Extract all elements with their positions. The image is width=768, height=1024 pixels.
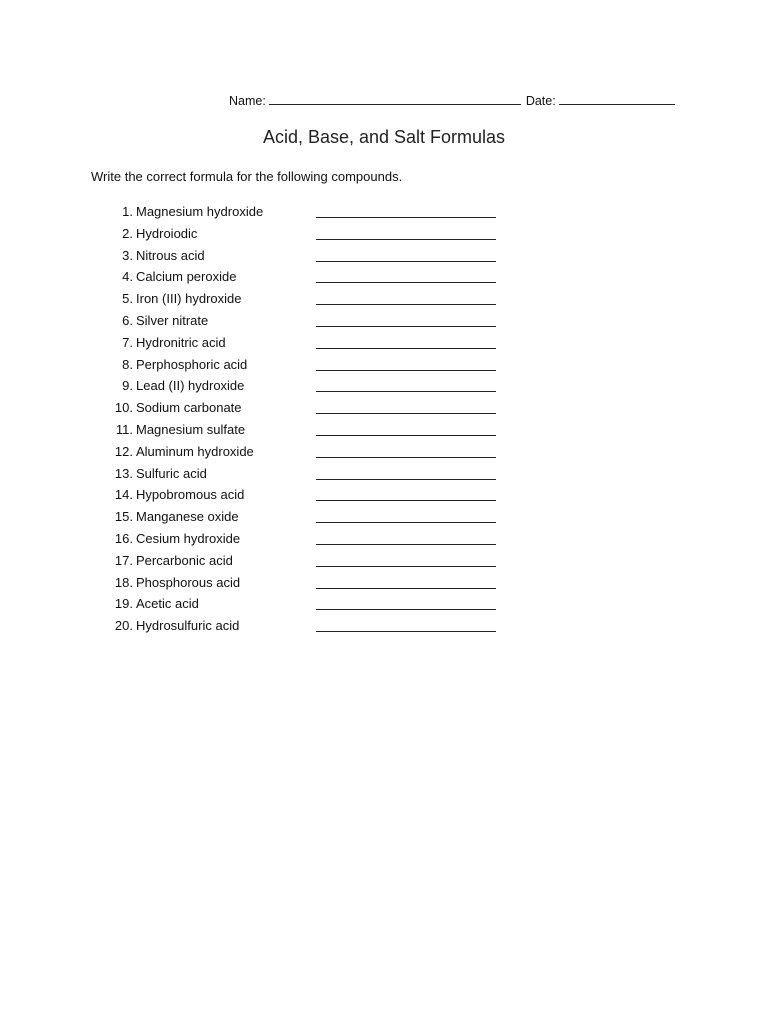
item-number: 16. xyxy=(114,530,133,546)
compound-name: Sodium carbonate xyxy=(136,400,242,416)
answer-blank-line[interactable] xyxy=(316,500,496,501)
answer-blank-line[interactable] xyxy=(316,348,496,349)
name-blank-line[interactable] xyxy=(269,93,521,105)
instructions-text: Write the correct formula for the following compounds. xyxy=(91,169,403,184)
answer-blank-line[interactable] xyxy=(316,282,496,283)
compound-name: Aluminum hydroxide xyxy=(136,443,254,459)
name-label: Name: xyxy=(229,94,266,108)
answer-blank-line[interactable] xyxy=(316,588,496,589)
answer-blank-line[interactable] xyxy=(316,261,496,262)
item-number: 14. xyxy=(114,487,133,503)
compound-item xyxy=(108,356,508,378)
answer-blank-line[interactable] xyxy=(316,609,496,610)
answer-blank-line[interactable] xyxy=(316,544,496,545)
compound-item xyxy=(108,530,508,552)
compound-item xyxy=(108,203,508,225)
item-number: 7. xyxy=(122,334,133,350)
date-blank-line[interactable] xyxy=(559,93,675,105)
compound-name: Silver nitrate xyxy=(136,312,209,328)
compound-name: Sulfuric acid xyxy=(136,465,207,481)
item-number: 10. xyxy=(114,400,133,416)
compound-item xyxy=(108,486,508,508)
compound-name: Hydroiodic xyxy=(136,225,198,241)
item-number: 2. xyxy=(122,225,133,241)
answer-blank-line[interactable] xyxy=(316,413,496,414)
item-number: 19. xyxy=(114,596,133,612)
compound-name: Acetic acid xyxy=(136,596,199,612)
answer-blank-line[interactable] xyxy=(316,522,496,523)
compound-name: Magnesium sulfate xyxy=(136,421,246,437)
name-date-line xyxy=(229,93,675,108)
compound-name: Hydronitric acid xyxy=(136,334,226,350)
item-number: 18. xyxy=(114,574,133,590)
answer-blank-line[interactable] xyxy=(316,239,496,240)
item-number: 11. xyxy=(115,421,133,437)
compound-name: Hypobromous acid xyxy=(136,487,245,503)
compound-item xyxy=(108,465,508,487)
compound-name: Hydrosulfuric acid xyxy=(136,618,240,634)
answer-blank-line[interactable] xyxy=(316,326,496,327)
answer-blank-line[interactable] xyxy=(316,457,496,458)
item-number: 20. xyxy=(114,618,133,634)
answer-blank-line[interactable] xyxy=(316,479,496,480)
compound-item xyxy=(108,312,508,334)
answer-blank-line[interactable] xyxy=(316,391,496,392)
item-number: 17. xyxy=(114,552,133,568)
item-number: 8. xyxy=(122,356,133,372)
compound-item xyxy=(108,595,508,617)
compound-item xyxy=(108,247,508,269)
answer-blank-line[interactable] xyxy=(316,304,496,305)
compound-item xyxy=(108,443,508,465)
compound-item xyxy=(108,617,508,639)
compound-item xyxy=(108,421,508,443)
item-number: 1. xyxy=(122,204,133,219)
item-number: 4. xyxy=(122,269,133,285)
compound-name: Manganese oxide xyxy=(136,509,239,525)
item-number: 12. xyxy=(114,443,133,459)
compound-item xyxy=(108,574,508,596)
compound-name: Nitrous acid xyxy=(136,247,205,263)
item-number: 9. xyxy=(122,378,133,394)
compound-name: Cesium hydroxide xyxy=(136,530,241,546)
compound-item xyxy=(108,290,508,312)
compound-item xyxy=(108,377,508,399)
compound-item xyxy=(108,268,508,290)
item-number: 6. xyxy=(122,312,133,328)
worksheet-title: Acid, Base, and Salt Formulas xyxy=(262,127,506,147)
compound-name: Lead (II) hydroxide xyxy=(136,378,245,394)
item-number: 3. xyxy=(122,247,133,263)
item-number: 13. xyxy=(114,465,133,481)
answer-blank-line[interactable] xyxy=(316,435,496,436)
compound-item xyxy=(108,225,508,247)
compound-name: Perphosphoric acid xyxy=(136,356,248,372)
answer-blank-line[interactable] xyxy=(316,566,496,567)
compound-item xyxy=(108,399,508,421)
answer-blank-line[interactable] xyxy=(316,370,496,371)
compound-name: Magnesium hydroxide xyxy=(136,204,264,219)
compound-list xyxy=(108,203,508,639)
answer-blank-line[interactable] xyxy=(316,631,496,632)
compound-item xyxy=(108,508,508,530)
compound-name: Percarbonic acid xyxy=(136,552,233,568)
compound-item xyxy=(108,552,508,574)
compound-name: Calcium peroxide xyxy=(136,269,237,285)
compound-name: Phosphorous acid xyxy=(136,574,241,590)
compound-name: Iron (III) hydroxide xyxy=(136,291,242,307)
answer-blank-line[interactable] xyxy=(316,217,496,218)
item-number: 15. xyxy=(114,509,133,525)
date-label: Date: xyxy=(525,94,556,108)
compound-item xyxy=(108,334,508,356)
item-number: 5. xyxy=(122,291,133,307)
